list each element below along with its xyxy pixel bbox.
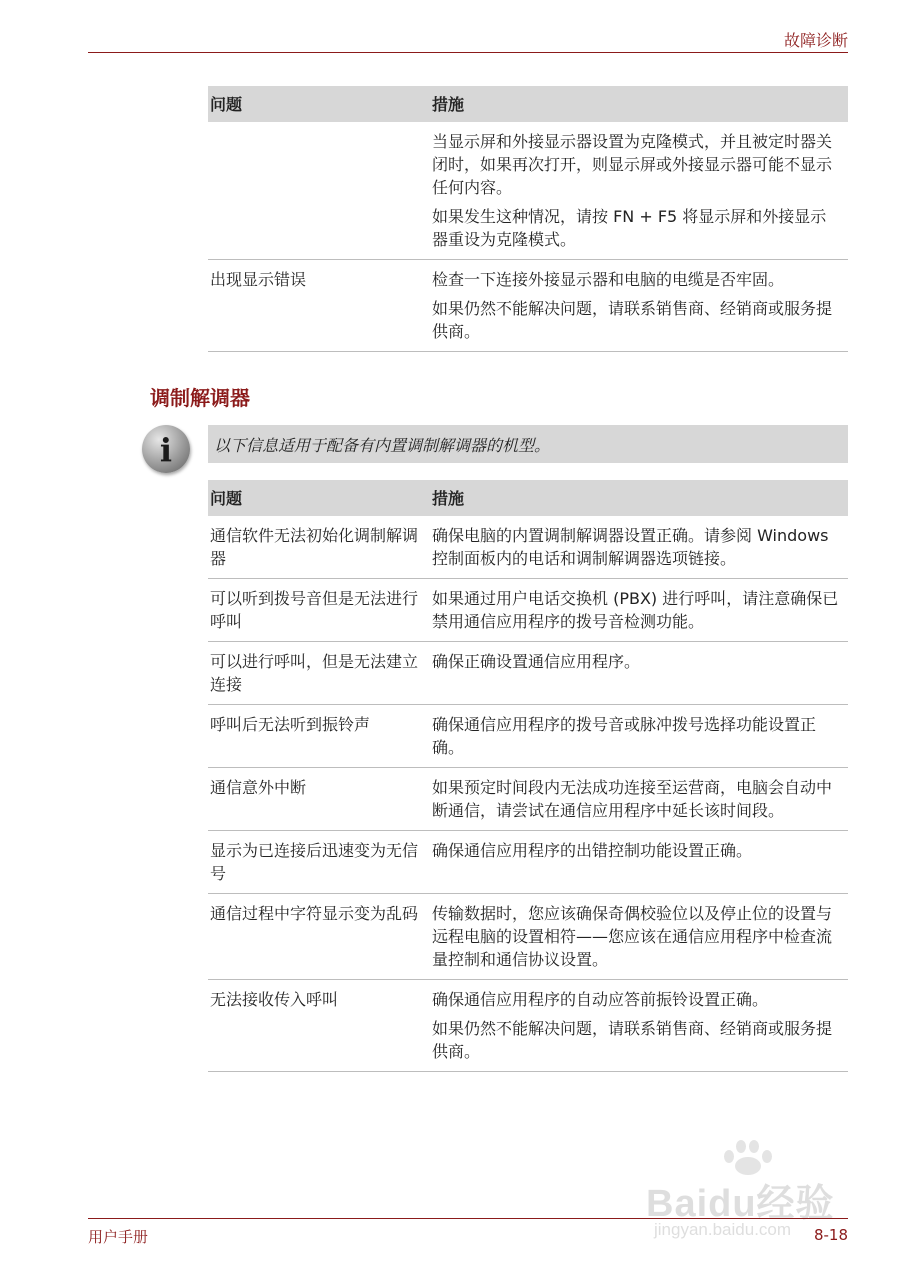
table-header-row [208, 480, 848, 516]
section-heading-modem: 调制解调器 [150, 386, 250, 410]
table-header-row [208, 86, 848, 122]
action-paragraph: 如果预定时间段内无法成功连接至运营商，电脑会自动中断通信，请尝试在通信应用程序中延长该时间段。 [432, 778, 833, 820]
action-cell [430, 579, 848, 642]
action-paragraph: 如果仍然不能解决问题，请联系销售商、经销商或服务提供商。 [432, 1019, 833, 1061]
watermark-logo-text: Baidu经验 [646, 1183, 835, 1225]
problem-cell: 出现显示错误 [208, 260, 430, 352]
display-troubleshooting-table [208, 86, 848, 352]
problem-cell: 通信意外中断 [208, 768, 430, 831]
column-header-action: 措施 [430, 480, 848, 516]
action-cell [430, 768, 848, 831]
table-row [208, 768, 848, 831]
problem-cell: 无法接收传入呼叫 [208, 980, 430, 1072]
info-glyph: i [159, 431, 173, 469]
header-divider [88, 52, 848, 53]
action-paragraph: 如果仍然不能解决问题，请联系销售商、经销商或服务提供商。 [432, 299, 833, 341]
action-cell [430, 260, 848, 352]
action-cell [430, 894, 848, 980]
paw-logo-icon [722, 1140, 774, 1176]
footer-divider [88, 1218, 848, 1219]
action-paragraph: 确保通信应用程序的自动应答前振铃设置正确。 [432, 990, 769, 1009]
action-paragraph: 确保正确设置通信应用程序。 [432, 652, 641, 671]
column-header-problem: 问题 [208, 86, 430, 122]
action-cell [430, 831, 848, 894]
watermark-url: jingyan.baidu.com [654, 1220, 792, 1239]
action-cell [430, 642, 848, 705]
table-row [208, 642, 848, 705]
action-paragraph: 确保电脑的内置调制解调器设置正确。请参阅 Windows 控制面板内的电话和调制解调器选项链接。 [432, 526, 829, 568]
problem-cell: 通信过程中字符显示变为乱码 [208, 894, 430, 980]
action-paragraph: 如果通过用户电话交换机 (PBX) 进行呼叫，请注意确保已禁用通信应用程序的拨号音检测功能。 [432, 589, 839, 631]
problem-cell [208, 122, 430, 260]
table-row [208, 831, 848, 894]
problem-cell: 可以进行呼叫，但是无法建立连接 [208, 642, 430, 705]
table-row [208, 705, 848, 768]
column-header-action: 措施 [430, 86, 848, 122]
table-row [208, 516, 848, 579]
problem-cell: 通信软件无法初始化调制解调器 [208, 516, 430, 579]
modem-troubleshooting-table [208, 480, 848, 1072]
page-number: 8-18 [813, 1226, 848, 1244]
table-row [208, 260, 848, 352]
problem-cell: 可以听到拨号音但是无法进行呼叫 [208, 579, 430, 642]
action-paragraph: 确保通信应用程序的出错控制功能设置正确。 [432, 841, 753, 860]
action-paragraph: 检查一下连接外接显示器和电脑的电缆是否牢固。 [432, 270, 785, 289]
action-paragraph: 确保通信应用程序的拨号音或脉冲拨号选择功能设置正确。 [432, 715, 817, 757]
table-row [208, 579, 848, 642]
action-cell [430, 122, 848, 260]
table-row [208, 894, 848, 980]
column-header-problem: 问题 [208, 480, 430, 516]
action-paragraph: 当显示屏和外接显示器设置为克隆模式，并且被定时器关闭时，如果再次打开，则显示屏或外接显示器可能不显示任何内容。 [432, 132, 833, 197]
problem-cell: 显示为已连接后迅速变为无信号 [208, 831, 430, 894]
footer-manual-title: 用户手册 [88, 1228, 149, 1246]
action-paragraph: 传输数据时，您应该确保奇偶校验位以及停止位的设置与远程电脑的设置相符——您应该在通信应用程序中检查流量控制和通信协议设置。 [432, 904, 833, 969]
action-cell [430, 980, 848, 1072]
note-box [208, 425, 848, 463]
action-cell [430, 516, 848, 579]
table-row [208, 122, 848, 260]
note-text: 以下信息适用于配备有内置调制解调器的机型。 [214, 436, 551, 455]
problem-cell: 呼叫后无法听到振铃声 [208, 705, 430, 768]
info-icon [142, 425, 190, 473]
action-cell [430, 705, 848, 768]
action-paragraph: 如果发生这种情况，请按 FN + F5 将显示屏和外接显示器重设为克隆模式。 [432, 207, 827, 249]
running-header-title: 故障诊断 [783, 31, 848, 50]
table-row [208, 980, 848, 1072]
